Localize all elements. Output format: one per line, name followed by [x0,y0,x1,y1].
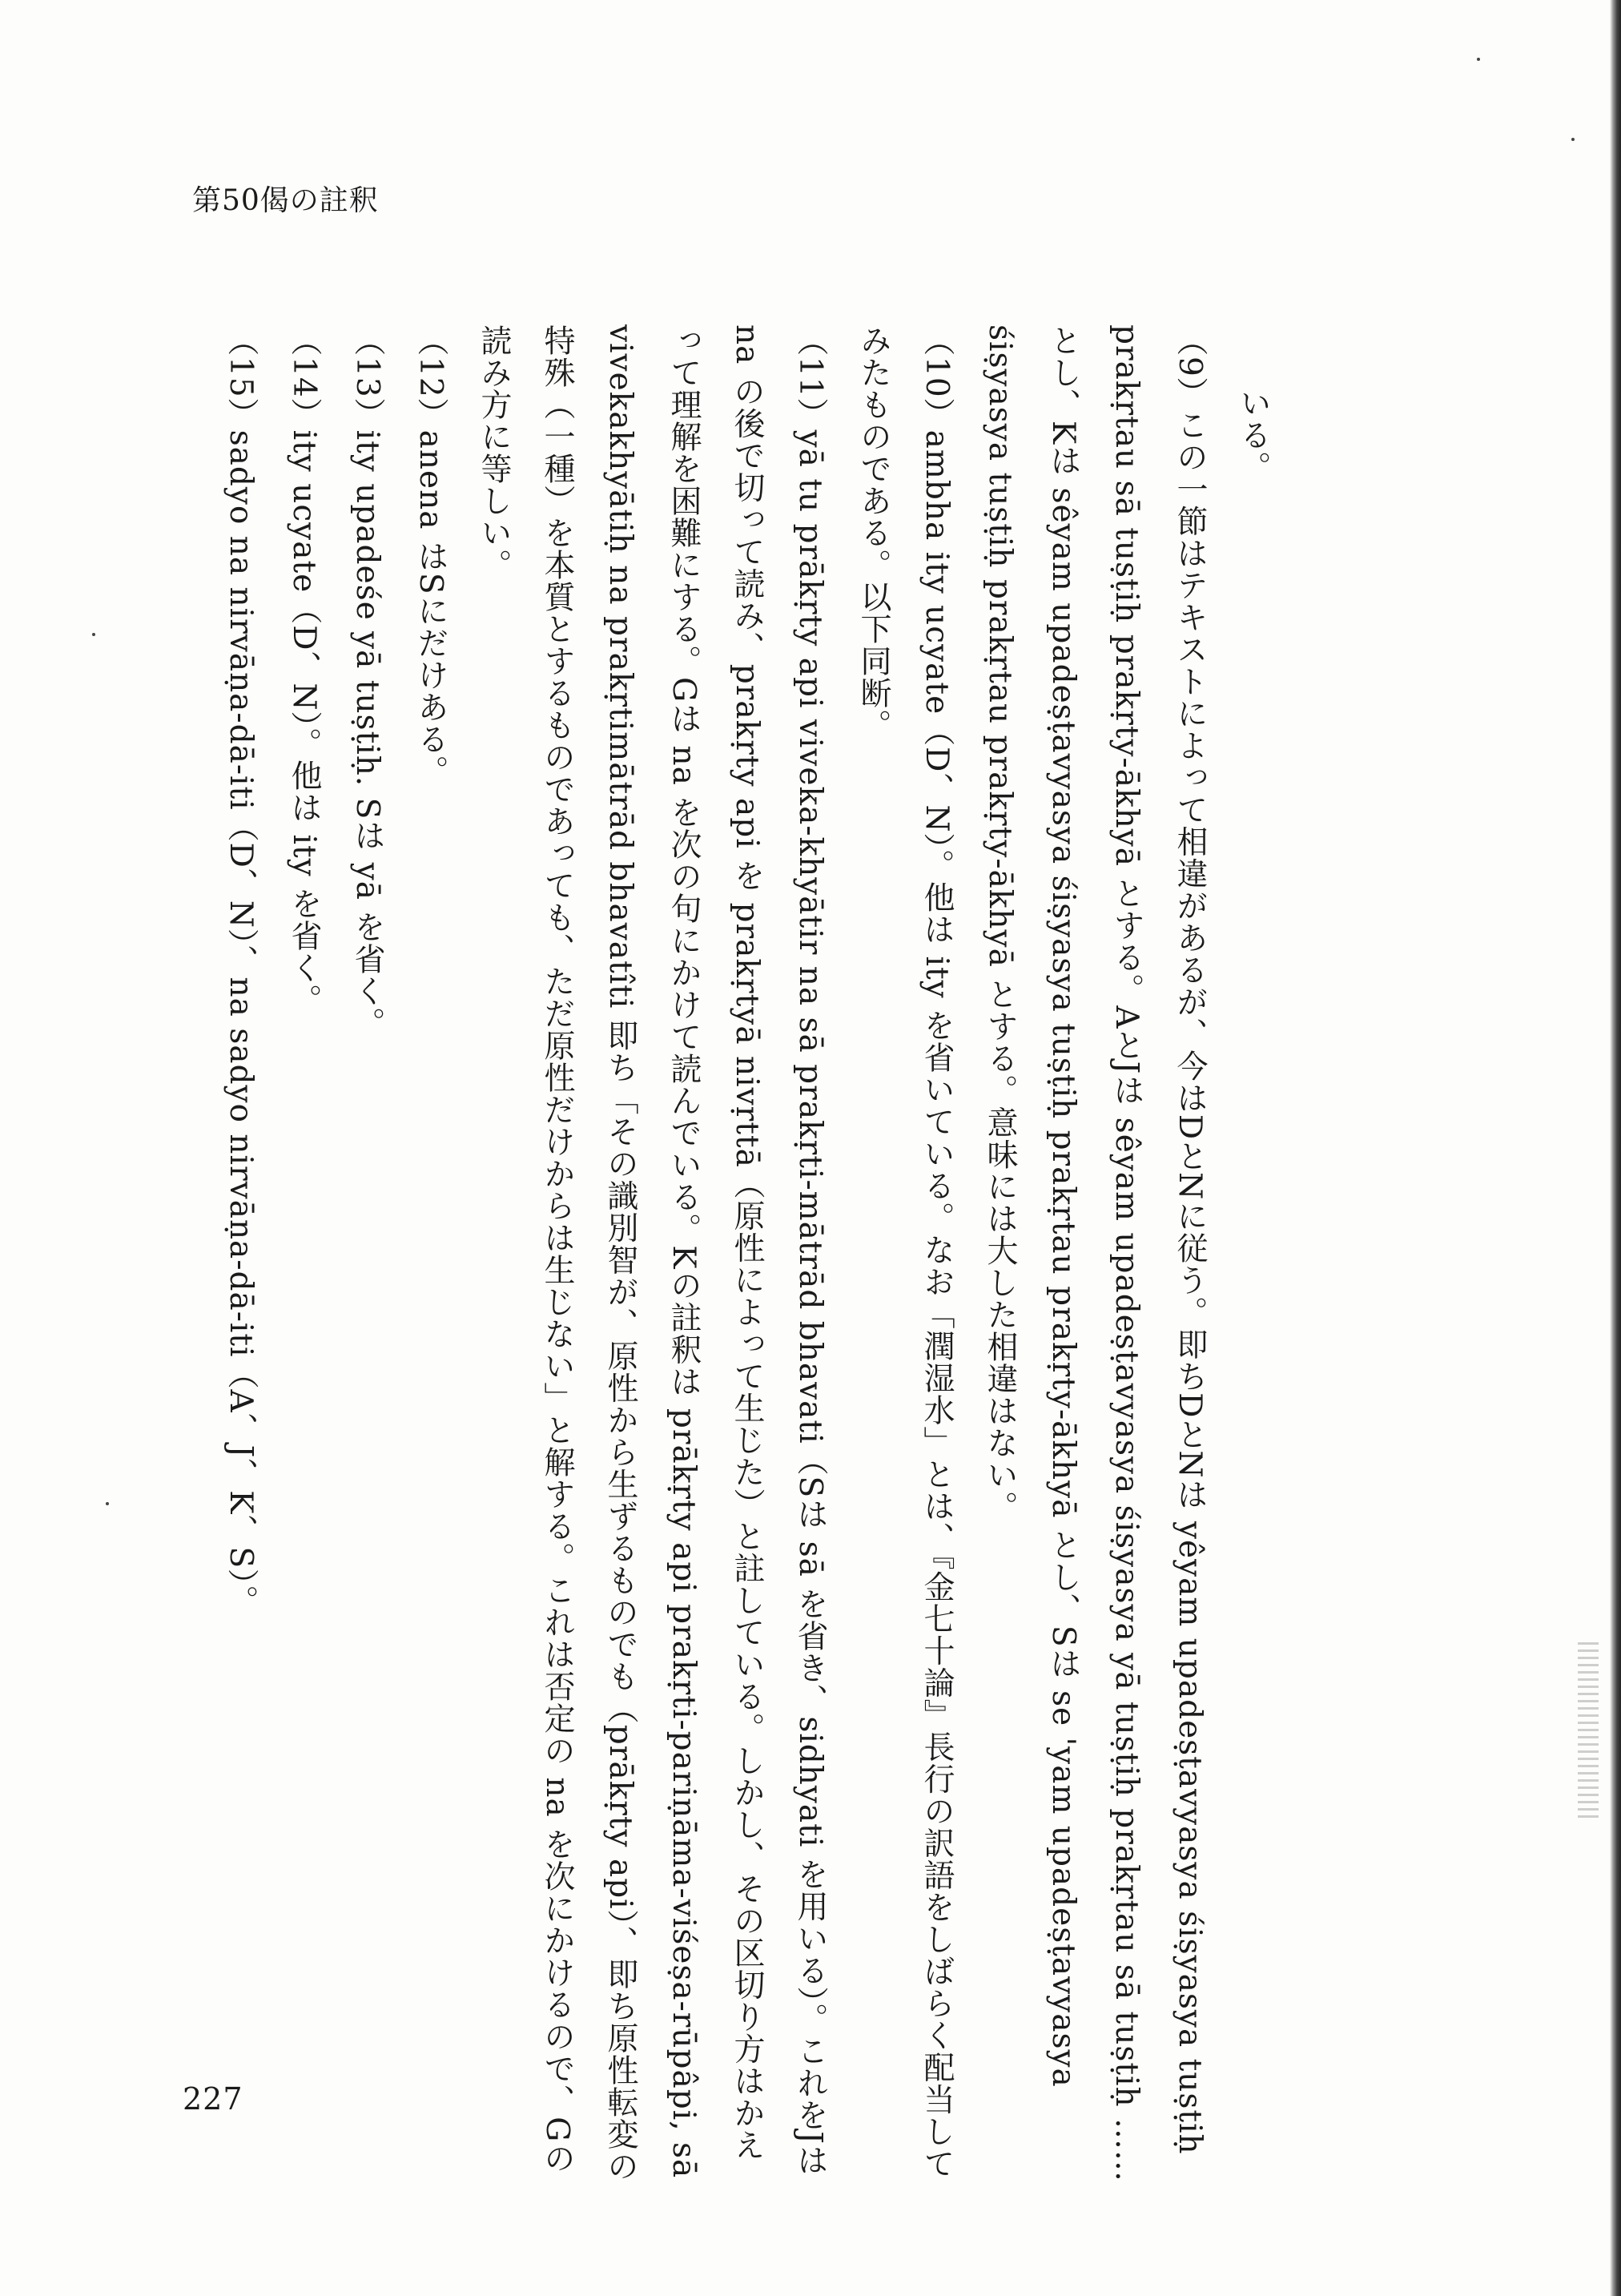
note-14 [272,324,336,2191]
binding-shadow [1610,0,1621,2296]
note-12 [399,324,462,2191]
note-text: sadyo na nirvāṇa-dā-iti（D、N）、na sadyo nirvāṇa-dā-iti（A、J、K、S）。 [223,429,259,1617]
note-number: （10） [919,324,955,430]
note-11 [462,324,842,2191]
note-number: （11） [792,324,828,430]
note-number: （9） [1172,324,1208,409]
paper-speck [1571,138,1575,141]
note-text: ambha ity ucyate（D、N）。他は ity を省いている。なお「潤湿水」とは、『金七十論』長行の訳語をしばらく配当してみたものである。以下同断。 [855,324,955,2180]
binding-texture [1578,1642,1599,1819]
note-text: anena はSにだけある。 [412,429,448,787]
continued-line: いる。 [1235,387,1271,483]
note-number: （15） [223,324,259,430]
note-number: （12） [412,324,448,430]
note-text: ity upadeśe yā tuṣṭiḥ. Sは yā を省く。 [349,429,385,1040]
running-head: 第50偈の註釈 [192,184,379,217]
note-text: この一節はテキストによって相違があるが、今はDとNに従う。即ちDとNは yêyam upadeṣṭavyasya śiṣyasya tuṣṭiḥ prakṛtau sā tuṣṭiḥ prakṛty-ākhyā とする。AとJは sêyam upadeṣṭavyasya śiṣyasya yā tuṣṭiḥ prakṛtau sā tuṣṭiḥ …… とし、Kは sêyam upadeṣṭavyasya śiṣyasya tuṣṭiḥ prakṛtau prakṛty-ākhyā とし、Sは se 'yam upadeṣṭavyasya śiṣyasya tuṣṭiḥ prakṛtau prakṛty-ākhyā とする。意味には大した相違はない。 [982,324,1208,2183]
note-10 [842,324,968,2191]
note-13 [336,324,399,2191]
page-number: 227 [183,2081,243,2117]
note-9 [968,324,1221,2191]
note-text: ity ucyate（D、N）。他は ity を省く。 [286,429,322,1017]
note-text: yā tu prākṛty api viveka-khyātir na sā prakṛti-mātrād bhavati（Sは sā を省き、sidhyati を用いる）。これをJは na の後で切って読み、prakṛty api を prakṛtyā nivṛttā（原性によって生じた）と註している。しかし、その区切り方はかえって理解を困難にする。Gは na を次の句にかけて読んでいる。Kの註釈は prākṛty api prakṛti-pariṇāma-viśeṣa-rūpâpi, sā vivekakhyātiḥ na prakṛtimātrād bhavatîti 即ち「その識別智が、原性から生ずるものでも（prākṛty api）、即ち原性転変の特殊（一種）を本質とするものであっても、ただ原性だけからは生じない」と解する。これは否定の na を次にかけるので、Gの読み方に等しい。 [476,324,828,2183]
note-number: （14） [286,324,322,430]
notes-body [209,324,1285,2191]
note-15 [209,324,272,2191]
note-number: （13） [349,324,385,430]
paper-speck [106,1502,109,1505]
paper-speck [1477,58,1480,61]
paper-speck [92,633,95,636]
